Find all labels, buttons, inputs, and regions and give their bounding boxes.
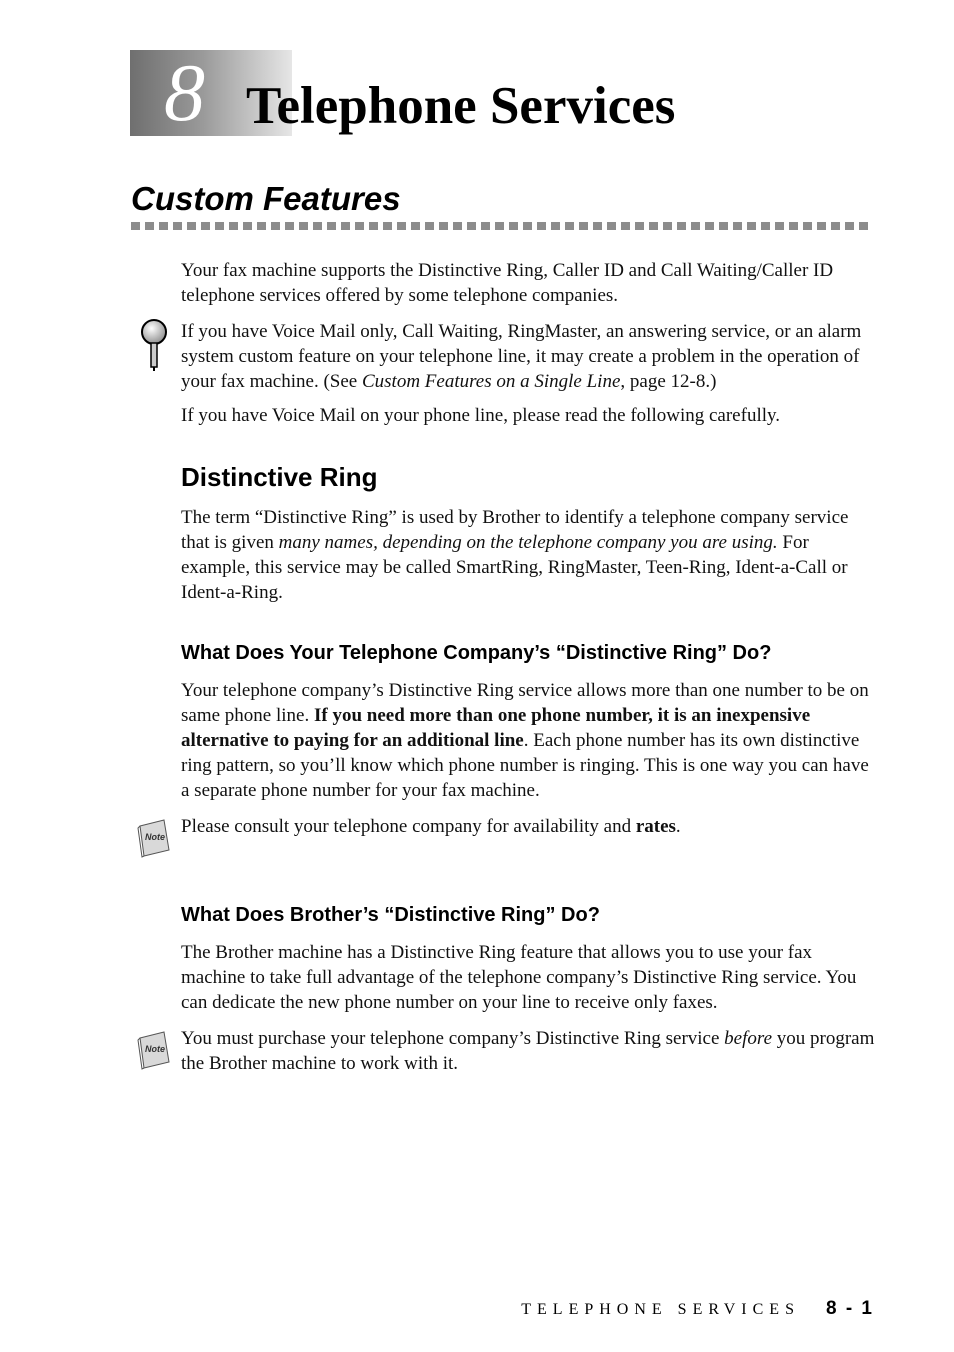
telco-ring-heading: What Does Your Telephone Company’s “Distinctive Ring” Do? [181, 642, 772, 664]
brother-note: You must purchase your telephone company’s Distinctive Ring service before you program the Brother machine to work with it. [181, 1028, 875, 1074]
distinctive-ring-heading: Distinctive Ring [181, 462, 378, 492]
telco-ring-paragraph: Your telephone company’s Distinctive Ring service allows more than one number to be on same phone line. If you need more than one phone number, it is an inexpensive alternative to paying for an additional line. Each phone number has its own distinctive ring pattern, so you’ll know which phone number is ringing. This is one way you can have a separate phone number for your fax machine. [181, 680, 869, 801]
telco-note: Please consult your telephone company for availability and rates. [181, 816, 681, 837]
chapter-header [130, 47, 830, 138]
voicemail-paragraph: If you have Voice Mail on your phone line, please read the following carefully. [181, 405, 781, 426]
chapter-number: 8 [164, 47, 205, 138]
note-icon [136, 1030, 172, 1070]
tip-paragraph: If you have Voice Mail only, Call Waiting, RingMaster, an answering service, or an alarm system custom feature on your telephone line, it may create a problem in the operation of your fax machine. (See Custom Features on a Single Line, page 12-8.) [181, 321, 862, 392]
page-number: 8 - 1 [825, 1298, 874, 1319]
page-footer [521, 1298, 874, 1320]
brother-ring-paragraph: The Brother machine has a Distinctive Ring feature that allows you to use your fax machine to take full advantage of the telephone company’s Distinctive Ring service. You can dedicate the new phone number on your line to receive only faxes. [181, 942, 857, 1013]
intro-paragraph: Your fax machine supports the Distinctive Ring, Caller ID and Call Waiting/Caller ID telephone services offered by some telephone companies. [181, 260, 834, 306]
section-title: Custom Features [131, 180, 401, 217]
note-icon-label: Note [145, 1044, 165, 1054]
footer-label: TELEPHONE SERVICES [521, 1301, 800, 1318]
section-divider [131, 222, 873, 230]
pushpin-icon [138, 318, 170, 372]
note-icon-label: Note [145, 832, 165, 842]
brother-ring-heading: What Does Brother’s “Distinctive Ring” Do? [181, 904, 600, 926]
chapter-title: Telephone Services [246, 77, 676, 135]
note-icon [136, 818, 172, 858]
distinctive-ring-paragraph: The term “Distinctive Ring” is used by Brother to identify a telephone company service that is given many names, depending on the telephone company you are using. For example, this service may be called SmartRing, RingMaster, Teen-Ring, Ident-a-Call or Ident-a-Ring. [181, 507, 849, 603]
